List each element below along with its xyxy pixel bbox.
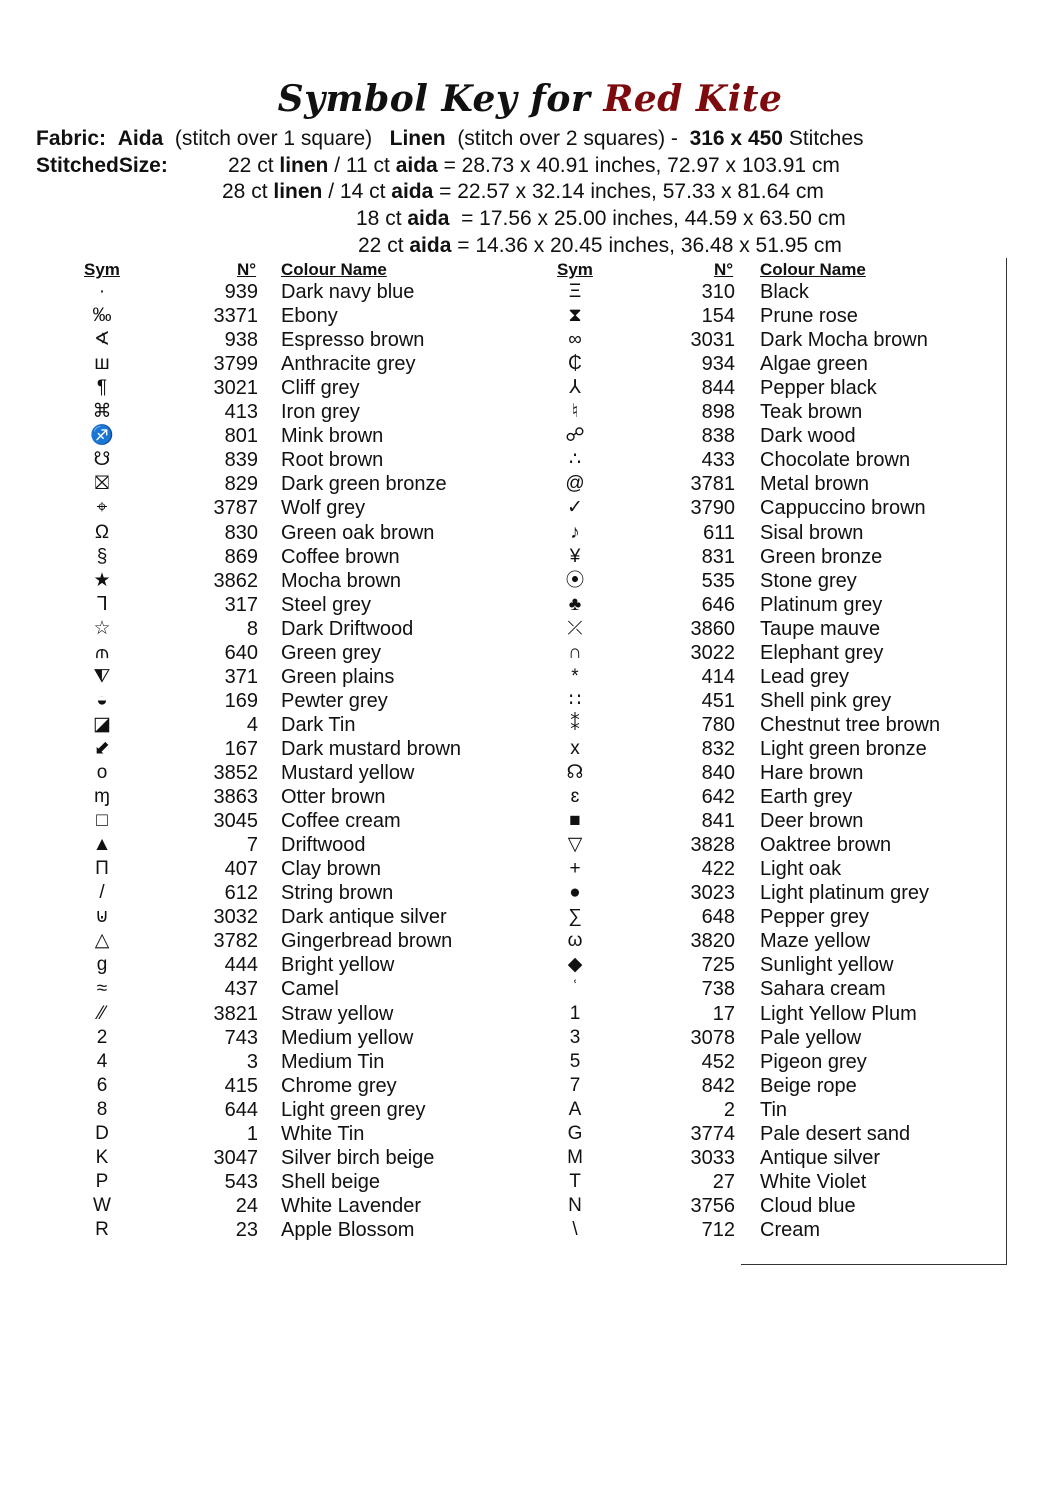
symbol-icon: @ [565, 473, 585, 495]
colour-name: Apple Blossom [281, 1218, 415, 1241]
colour-name: Sunlight yellow [760, 954, 894, 977]
symbol-icon: ∞ [568, 329, 582, 351]
thread-number: 839 [224, 449, 258, 472]
colour-name: Green grey [281, 641, 382, 664]
symbol-icon: 4 [96, 1050, 108, 1072]
thread-number: 712 [701, 1218, 735, 1241]
colour-name: Cliff grey [281, 377, 360, 400]
thread-number: 24 [235, 1194, 258, 1217]
thread-number: 3781 [690, 473, 735, 496]
colour-name: Espresso brown [281, 329, 425, 352]
colour-name: Green bronze [760, 545, 883, 568]
symbol-icon: ∴ [568, 449, 582, 471]
thread-number: 844 [701, 377, 735, 400]
symbol-icon: W [93, 1194, 111, 1216]
thread-number: 1 [246, 1122, 258, 1145]
thread-number: 371 [224, 665, 258, 688]
symbol-icon: ⤫ [567, 617, 583, 639]
symbol-icon: ⧨ [93, 665, 111, 687]
symbol-icon: D [95, 1122, 109, 1144]
symbol-icon: 3 [569, 1026, 581, 1048]
symbol-icon: 6 [96, 1074, 108, 1096]
symbol-icon: ⦿ [565, 569, 585, 591]
symbol-icon: ∷ [568, 689, 582, 711]
symbol-icon: ⌘ [92, 401, 112, 423]
thread-number: 422 [701, 858, 735, 881]
symbol-icon: + [569, 858, 581, 880]
colour-name: Ebony [281, 305, 338, 328]
stitched-size-line: 22 ct linen / 11 ct aida = 28.73 x 40.91 inches, 72.97 x 103.91 cm [228, 154, 840, 177]
symbol-icon: ♐ [90, 425, 114, 447]
colour-name: Coffee brown [281, 545, 400, 568]
thread-number: 898 [701, 401, 735, 424]
colour-name: Beige rope [760, 1074, 857, 1097]
symbol-icon: ⁑ [570, 713, 580, 735]
thread-number: 3021 [213, 377, 258, 400]
colour-name: Straw yellow [281, 1002, 394, 1025]
thread-number: 317 [224, 593, 258, 616]
thread-number: 169 [224, 689, 258, 712]
symbol-icon: ● [569, 882, 581, 904]
thread-number: 725 [701, 954, 735, 977]
thread-number: 934 [701, 353, 735, 376]
thread-number: 3821 [213, 1002, 258, 1025]
thread-number: 407 [224, 858, 258, 881]
colour-name: String brown [281, 882, 394, 905]
thread-number: 7 [246, 834, 258, 857]
symbol-icon: P [95, 1170, 109, 1192]
thread-number: 611 [703, 521, 735, 544]
colour-name: Light oak [760, 858, 842, 881]
colour-name: Gingerbread brown [281, 930, 453, 953]
colour-name: Tin [760, 1098, 788, 1121]
colour-name: Cloud blue [760, 1194, 856, 1217]
symbol-icon: 1 [569, 1002, 581, 1024]
colour-name: Dark Driftwood [281, 617, 414, 640]
symbol-icon: ▽ [567, 834, 583, 856]
colour-name: Chrome grey [281, 1074, 397, 1097]
colour-name: Algae green [760, 353, 868, 376]
symbol-icon: K [95, 1146, 109, 1168]
colour-name: Coffee cream [281, 810, 401, 833]
symbol-icon: R [95, 1218, 109, 1240]
thread-number: 3031 [690, 329, 735, 352]
thread-number: 3860 [690, 617, 735, 640]
symbol-icon: ¥ [569, 545, 581, 567]
colour-name: Camel [281, 978, 339, 1001]
header-sym-left: Sym [84, 260, 120, 279]
table-border-bottom [741, 1264, 1007, 1265]
symbol-icon: ⛝ [94, 473, 110, 495]
colour-name: Teak brown [760, 401, 863, 424]
header-num-left: N° [237, 260, 257, 279]
thread-number: 831 [701, 545, 735, 568]
symbol-icon: \ [572, 1218, 578, 1240]
colour-name: Black [760, 281, 809, 303]
symbol-icon: ⌖ [96, 497, 108, 519]
symbol-icon: ☊ [566, 762, 584, 783]
colour-name: Chocolate brown [760, 449, 911, 472]
symbol-icon: ʿ [571, 978, 579, 1000]
thread-number: 648 [701, 906, 735, 929]
colour-name: Sahara cream [760, 978, 886, 1001]
colour-name: Mustard yellow [281, 762, 415, 784]
colour-name: Light Yellow Plum [760, 1002, 917, 1025]
thread-number: 3033 [690, 1146, 735, 1169]
thread-number: 535 [701, 569, 735, 592]
colour-name: Dark navy blue [281, 281, 415, 303]
symbol-icon: ¶ [96, 377, 108, 399]
colour-name: Deer brown [760, 810, 864, 833]
symbol-icon: ✓ [567, 497, 583, 519]
colour-name: Pale desert sand [760, 1122, 911, 1145]
thread-number: 2 [723, 1098, 735, 1121]
thread-number: 3032 [213, 906, 258, 929]
thread-number: 3799 [213, 353, 258, 376]
thread-number: 451 [701, 689, 735, 712]
symbol-icon: ∢ [94, 329, 110, 351]
colour-name: Dark mustard brown [281, 737, 462, 760]
symbol-icon: ⁄⁄ [98, 1002, 106, 1024]
thread-number: 646 [701, 593, 735, 616]
colour-name: Medium Tin [281, 1050, 385, 1073]
colour-name: Green oak brown [281, 521, 435, 544]
colour-name: Bright yellow [281, 954, 395, 977]
thread-number: 3862 [213, 569, 258, 592]
thread-number: 642 [701, 786, 735, 809]
thread-number: 17 [712, 1002, 735, 1025]
stitches-label: Stitches [788, 127, 864, 150]
thread-number: 612 [224, 882, 258, 905]
thread-number: 3023 [690, 882, 735, 905]
thread-number: 3371 [213, 305, 258, 328]
symbol-icon: Π [95, 858, 109, 880]
symbol-icon: A [568, 1098, 582, 1120]
fabric-linen: Linen [389, 127, 446, 150]
colour-name: Shell beige [281, 1170, 380, 1193]
thread-number: 3078 [690, 1026, 735, 1049]
thread-number: 869 [224, 545, 258, 568]
thread-number: 3756 [690, 1194, 735, 1217]
thread-number: 838 [701, 425, 735, 448]
stitched-size-line: 22 ct aida = 14.36 x 20.45 inches, 36.48 x 51.95 cm [358, 234, 842, 257]
symbol-icon: * [571, 665, 579, 687]
thread-number: 8 [246, 617, 258, 640]
symbol-icon: ∩ [568, 641, 582, 663]
symbol-icon: · [98, 281, 106, 302]
thread-number: 167 [224, 737, 258, 760]
colour-name: Light green bronze [760, 737, 927, 760]
thread-number: 939 [224, 281, 258, 303]
colour-name: Root brown [281, 449, 384, 472]
thread-number: 3790 [690, 497, 735, 520]
thread-number: 23 [235, 1218, 258, 1241]
fabric-aida: Aida [117, 127, 164, 150]
thread-number: 3828 [690, 834, 735, 857]
colour-name: Taupe mauve [760, 617, 881, 640]
symbol-icon: ◆ [567, 954, 583, 976]
thread-number: 543 [224, 1170, 258, 1193]
colour-name: Elephant grey [760, 641, 884, 664]
thread-number: 3045 [213, 810, 258, 833]
header-sym-right: Sym [557, 260, 593, 279]
colour-name: Dark wood [760, 425, 856, 448]
thread-number: 415 [224, 1074, 258, 1097]
colour-name: Pepper black [760, 377, 877, 400]
thread-number: 310 [701, 281, 735, 303]
symbol-icon: ɱ [94, 786, 110, 808]
symbol-icon: ⊍ [95, 906, 109, 928]
colour-name: Wolf grey [281, 497, 366, 520]
thread-number: 154 [701, 305, 735, 328]
thread-number: 414 [701, 665, 735, 688]
colour-name: Steel grey [281, 593, 372, 616]
symbol-icon: g [96, 954, 108, 976]
thread-number: 832 [701, 737, 735, 760]
thread-number: 644 [224, 1098, 258, 1121]
symbol-icon: / [99, 882, 105, 904]
title-prefix: Symbol Key for [277, 78, 591, 120]
colour-name: Pewter grey [281, 689, 388, 712]
symbol-icon: Ω [94, 521, 110, 543]
colour-name: Stone grey [760, 569, 857, 592]
symbol-icon: ■ [569, 810, 581, 832]
symbol-icon: M [567, 1146, 583, 1168]
header-name-right: Colour Name [760, 260, 866, 279]
stitched-size-label: StitchedSize: [36, 154, 168, 177]
colour-name: Iron grey [281, 401, 360, 424]
colour-name: Shell pink grey [760, 689, 892, 712]
thread-number: 801 [224, 425, 258, 448]
thread-number: 3774 [690, 1122, 735, 1145]
colour-name: Dark antique silver [281, 906, 447, 929]
colour-name: Earth grey [760, 786, 853, 809]
colour-name: Otter brown [281, 786, 386, 809]
colour-name: Silver birch beige [281, 1146, 435, 1169]
symbol-icon: o [96, 762, 108, 783]
table-border-right [1006, 258, 1007, 1264]
symbol-icon: ☋ [93, 449, 111, 471]
colour-name: Driftwood [281, 834, 366, 857]
colour-name: Lead grey [760, 665, 849, 688]
colour-name: Antique silver [760, 1146, 881, 1169]
colour-name: Green plains [281, 665, 395, 688]
symbol-icon: ш [94, 353, 110, 375]
symbol-icon: Ξ [568, 281, 582, 302]
stitched-size-line: 18 ct aida = 17.56 x 25.00 inches, 44.59 x 63.50 cm [356, 207, 846, 230]
fabric-line [36, 127, 864, 151]
symbol-icon: ◒ [96, 689, 108, 711]
colour-name: White Tin [281, 1122, 365, 1145]
thread-number: 444 [224, 954, 258, 977]
thread-number: 27 [712, 1170, 735, 1193]
thread-number: 3787 [213, 497, 258, 520]
colour-name: Chestnut tree brown [760, 713, 941, 736]
thread-number: 433 [701, 449, 735, 472]
thread-number: 780 [701, 713, 735, 736]
symbol-icon: ◪ [93, 713, 111, 735]
symbol-icon: 2 [96, 1026, 108, 1048]
colour-name: Metal brown [760, 473, 869, 496]
thread-number: 3820 [690, 930, 735, 953]
colour-name: Mink brown [281, 425, 384, 448]
colour-name: Hare brown [760, 762, 864, 784]
colour-name: Prune rose [760, 305, 858, 328]
symbol-icon: § [96, 545, 108, 567]
thread-number: 938 [224, 329, 258, 352]
thread-number: 4 [246, 713, 258, 736]
symbol-icon: △ [94, 930, 110, 952]
symbol-icon: ω [567, 930, 583, 952]
fabric-label: Fabric: [36, 127, 107, 150]
colour-name: Dark Mocha brown [760, 329, 928, 352]
thread-number: 3047 [213, 1146, 258, 1169]
symbol-icon: ᒣ [96, 593, 108, 615]
colour-name: Medium yellow [281, 1026, 414, 1049]
symbol-icon: ⧗ [568, 305, 582, 327]
symbol-icon: ɛ [570, 786, 580, 808]
fabric-linen-note: (stitch over 2 squares) - [457, 127, 678, 150]
colour-name: Anthracite grey [281, 353, 416, 376]
title-subject: Red Kite [603, 78, 783, 120]
thread-number: 743 [224, 1026, 258, 1049]
colour-name: Sisal brown [760, 521, 864, 544]
colour-name: White Violet [760, 1170, 867, 1193]
symbol-icon: ₵ [568, 353, 582, 375]
thread-number: 452 [701, 1050, 735, 1073]
page-title [0, 78, 1060, 120]
thread-number: 640 [224, 641, 258, 664]
symbol-icon: ★ [93, 569, 111, 591]
symbol-icon: ‰ [92, 305, 112, 327]
thread-number: 3782 [213, 930, 258, 953]
symbol-icon: 8 [96, 1098, 108, 1120]
thread-number: 3852 [213, 762, 258, 784]
colour-name: Oaktree brown [760, 834, 892, 857]
colour-name: Light platinum grey [760, 882, 929, 905]
thread-number: 3 [246, 1050, 258, 1073]
colour-name: Clay brown [281, 858, 382, 881]
colour-name: Dark green bronze [281, 473, 447, 496]
colour-name: Pigeon grey [760, 1050, 867, 1073]
thread-number: 413 [224, 401, 258, 424]
stitched-size-line: 28 ct linen / 14 ct aida = 22.57 x 32.14 inches, 57.33 x 81.64 cm [222, 180, 824, 203]
symbol-icon: T [569, 1170, 581, 1192]
symbol-icon: ☆ [93, 617, 111, 639]
symbol-icon: ♣ [568, 593, 582, 615]
symbol-icon: ♮ [571, 401, 579, 423]
symbol-icon: ☍ [565, 425, 585, 447]
symbol-icon: 7 [569, 1074, 581, 1096]
thread-number: 3863 [213, 786, 258, 809]
symbol-icon: ⅄ [569, 377, 581, 399]
stitches-count: 316 x 450 [689, 127, 783, 150]
thread-number: 840 [701, 762, 735, 784]
symbol-icon: N [568, 1194, 582, 1216]
colour-name: Dark Tin [281, 713, 356, 736]
colour-name: White Lavender [281, 1194, 422, 1217]
symbol-icon: 5 [569, 1050, 581, 1072]
thread-number: 738 [701, 978, 735, 1001]
colour-name: Cappuccino brown [760, 497, 926, 520]
symbol-icon: ▲ [92, 834, 112, 856]
symbol-icon: ⫙ [95, 641, 109, 663]
thread-number: 842 [701, 1074, 735, 1097]
colour-name: Platinum grey [760, 593, 883, 616]
colour-name: Pale yellow [760, 1026, 862, 1049]
header-num-right: N° [714, 260, 734, 279]
thread-number: 829 [224, 473, 258, 496]
symbol-icon: ♪ [570, 521, 580, 543]
symbol-icon: x [570, 737, 580, 759]
symbol-icon: G [567, 1122, 583, 1144]
fabric-aida-note: (stitch over 1 square) [174, 127, 373, 150]
colour-name: Maze yellow [760, 930, 871, 953]
thread-number: 830 [224, 521, 258, 544]
thread-number: 841 [701, 810, 735, 833]
symbol-icon: ≈ [96, 978, 108, 1000]
thread-number: 437 [224, 978, 258, 1001]
thread-number: 3022 [690, 641, 735, 664]
symbol-icon: ⬋ [94, 737, 110, 759]
colour-name: Pepper grey [760, 906, 869, 929]
symbol-icon: ∑ [568, 906, 582, 928]
colour-name: Mocha brown [281, 569, 402, 592]
colour-name: Light green grey [281, 1098, 426, 1121]
colour-name: Cream [760, 1218, 821, 1241]
header-name-left: Colour Name [281, 260, 387, 279]
symbol-icon: □ [96, 810, 108, 832]
